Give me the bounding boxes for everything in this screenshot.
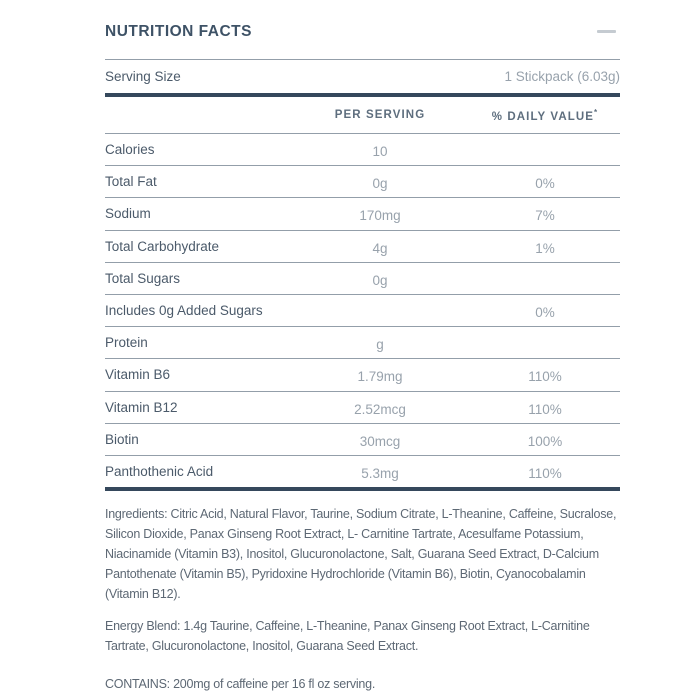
nutrition-table-body — [105, 134, 620, 491]
nutrient-row — [105, 295, 620, 327]
panel-title: NUTRITION FACTS — [105, 23, 252, 40]
energy-blend-text: Energy Blend: 1.4g Taurine, Caffeine, L-Theanine, Panax Ginseng Root Extract, L-Carnitine Tartrate, Glucuronolactone, Inositol, Guarana Seed Extract. — [105, 618, 590, 653]
nutrient-row — [105, 456, 620, 491]
nutrient-per-serving: 0g — [372, 272, 388, 288]
nutrient-per-serving: 2.52mcg — [354, 401, 406, 417]
nutrient-per-serving: 4g — [372, 240, 388, 256]
nutrient-label: Vitamin B6 — [105, 367, 171, 383]
nutrient-daily-value: 110% — [528, 401, 562, 417]
serving-size-row — [105, 60, 620, 97]
nutrient-row — [105, 263, 620, 295]
nutrient-per-serving: 30mcg — [359, 433, 401, 449]
collapse-minus-icon[interactable] — [597, 30, 616, 33]
nutrient-daily-value: 7% — [535, 208, 555, 224]
column-header-per-serving: PER SERVING — [334, 109, 426, 121]
nutrient-daily-value: 110% — [528, 465, 562, 481]
nutrient-label: Panthothenic Acid — [105, 463, 214, 479]
nutrient-row — [105, 359, 620, 391]
nutrient-row — [105, 327, 620, 359]
nutrient-per-serving: 170mg — [359, 208, 401, 224]
nutrient-daily-value: 110% — [528, 369, 562, 385]
serving-size-value: 1 Stickpack (6.03g) — [504, 69, 620, 84]
nutrition-facts-panel — [105, 22, 620, 694]
nutrient-row — [105, 166, 620, 198]
nutrient-label: Sodium — [105, 206, 151, 222]
ingredients-text: Ingredients: Citric Acid, Natural Flavor, Taurine, Sodium Citrate, L-Theanine, Caffeine, Sucralose, Silicon Dioxide, Panax Ginseng Root Extract, L- Carnitine Tartrate, Acesulfame Potassium, Niacinamide (Vitamin B3), Inositol, Glucuronolactone, Salt, Guarana Seed Extract, D-Calcium Pantothenate (Vitamin B5), Pyridoxine Hydrochloride (Vitamin B6), Biotin, Cyanocobalamin (Vitamin B12). — [105, 506, 617, 601]
nutrient-per-serving: 5.3mg — [361, 465, 399, 481]
nutrient-daily-value: 1% — [535, 240, 555, 256]
panel-header — [105, 22, 620, 60]
nutrient-label: Calories — [105, 142, 155, 158]
nutrient-label: Includes 0g Added Sugars — [105, 303, 263, 319]
nutrient-per-serving: 0g — [372, 176, 388, 192]
nutrition-table — [105, 97, 620, 491]
nutrient-label: Total Sugars — [105, 270, 181, 286]
nutrient-row — [105, 424, 620, 456]
nutrient-row — [105, 231, 620, 263]
nutrient-row — [105, 134, 620, 166]
nutrient-per-serving: 1.79mg — [357, 369, 403, 385]
nutrient-per-serving: 10 — [372, 144, 388, 160]
nutrient-row — [105, 198, 620, 230]
column-header-daily-value: % DAILY VALUE* — [491, 107, 599, 123]
nutrient-row — [105, 392, 620, 424]
serving-size-label: Serving Size — [105, 69, 181, 84]
nutrient-daily-value: 0% — [535, 176, 555, 192]
nutrient-label: Total Carbohydrate — [105, 238, 220, 254]
nutrient-label: Total Fat — [105, 174, 157, 190]
contains-text: CONTAINS: 200mg of caffeine per 16 fl oz serving. — [105, 676, 376, 691]
daily-value-asterisk: * — [594, 107, 599, 117]
nutrient-label: Vitamin B12 — [105, 399, 178, 415]
nutrient-per-serving: g — [376, 337, 384, 353]
nutrient-label: Biotin — [105, 431, 139, 447]
nutrient-daily-value: 100% — [527, 433, 563, 449]
nutrient-daily-value: 0% — [535, 305, 555, 321]
table-header-row — [105, 97, 620, 134]
nutrient-label: Protein — [105, 335, 148, 351]
